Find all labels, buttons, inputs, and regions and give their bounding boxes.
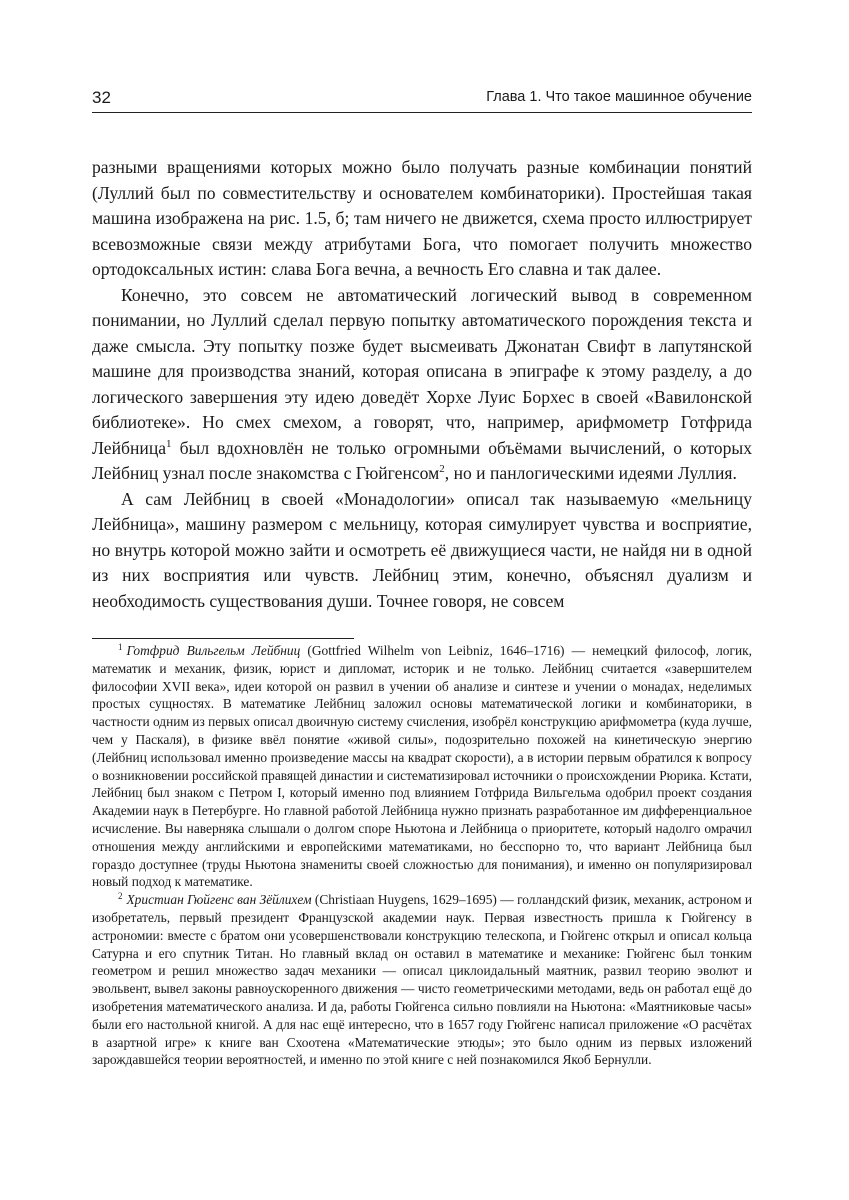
footnote (92, 891, 752, 1069)
footnote-person-name: Готфрид Вильгельм Лейбниц (126, 643, 301, 658)
footnote-ref[interactable]: 1 (166, 437, 172, 450)
footnote-person-name: Христиан Гюйгенс ван Зёйлихем (126, 892, 312, 908)
footnote-text: (Christiaan Huygens, 1629–1695) — голландский физик, механик, астроном и изобретатель, первый президент Французской академии наук. Первая известность пришла к Гюйгенсу в астрономии: вместе с братом они усовершенствовали конструкцию телескопа, и Гюйгенс открыл и описал кольца Сатурна и его спутник Титан. Но главный вклад он оставил в математике и механике: Гюйгенс был тонким геометром и решил множество задач механики — описал циклоидальный маятник, развил теорию эволют и эвольвент, вывел законы равноускоренного движения — чисто геометрическими методами, ведь он работал ещё до изобретения математического анализа. И да, работы Гюйгенса сильно повлияли на Ньютона: «Маятниковые часы» были его настольной книгой. А для нас ещё интересно, что в 1657 году Гюйгенс написал приложение «О расчётах в азартной игре» к книге ван Схоотена «Математические этюды»; это было одним из первых изложений зарождавшейся теории вероятностей, и именно по этой книге с ней познакомился Якоб Бернулли. (92, 892, 752, 1068)
paragraph-text: , но и панлогическими идеями Луллия. (444, 463, 737, 483)
paragraph-text: был вдохновлён не только огромными объёмами вычислений, о которых Лейбниц узнал после знакомства с Гюйгенсом (92, 437, 752, 483)
footnote-number: 1 (118, 641, 123, 652)
paragraph (92, 283, 752, 487)
header-divider (92, 112, 752, 113)
footnotes (92, 642, 752, 1069)
paragraph: разными вращениями которых можно было получать разные комбинации понятий (Луллий был по совместительству и основателем комбинаторики). Простейшая такая машина изображена на рис. 1.5, б; там ничего не движется, схема просто иллюстрирует всевозможные связи между атрибутами Бога, что помогает получить множество ортодоксальных истин: слава Бога вечна, а вечность Его славна и так далее. (92, 157, 752, 279)
chapter-title: Глава 1. Что такое машинное обучение (486, 89, 752, 105)
paragraph-text: Конечно, это совсем не автоматический логический вывод в современном понимании, но Луллий сделал первую попытку автоматического порождения текста и даже смысла. Эту попытку позже будет высмеивать Джонатан Свифт в лапутянской машине для производства знаний, которая описана в эпиграфе к этому разделу, а до логического завершения эту идею доведёт Хорхе Луис Борхес в своей «Вавилонской библиотеке». Но смех смехом, а говорят, что, например, арифмометр Готфрида Лейбница (92, 284, 752, 458)
footnote-number: 2 (118, 890, 123, 901)
paragraph: А сам Лейбниц в своей «Монадологии» описал так называемую «мельницу Лейбница», машину размером с мельницу, которая симулирует чувства и восприятие, но внутрь которой можно зайти и осмотреть её движущиеся части, не найдя ни в одной из них восприятия или чувств. Лейбниц этим, конечно, объяснял дуализм и необходимость существования души. Точнее говоря, не совсем (92, 488, 752, 611)
main-text (92, 155, 752, 614)
footnote-divider (92, 638, 354, 639)
footnote-text: (Gottfried Wilhelm von Leibniz, 1646–1716) — немецкий философ, логик, математик и механик, физик, юрист и дипломат, историк и не только. Лейбниц считается «завершителем философии XVII века», идеи которой он развил в учении об анализе и синтезе и учении о монадах, неделимых простых сущностях. В математике Лейбниц заложил основы математической логики и комбинаторики, в частности одним из первых описал двоичную систему счисления, изобрёл конструкцию арифмометра (куда лучше, чем у Паскаля), в физике ввёл понятие «живой силы», подозрительно похожей на кинетическую энергию (Лейбниц использовал именно произведение массы на квадрат скорости), а в истории первым обратился к вопросу о возникновении российской правящей династии и систематизировал источники о происхождении Рюрика. Кстати, Лейбниц был знаком с Петром I, который именно под влиянием Готфрида Вильгельма одобрил проект создания Академии наук в Петербурге. Но главной работой Лейбница нужно признать разработанное им дифференциальное исчисление. Вы наверняка слышали о долгом споре Ньютона и Лейбница о приоритете, который надолго омрачил отношения между английскими и европейскими математиками, но бесспорно то, что вариант Лейбница был гораздо доступнее (труды Ньютона знамениты своей сложностью для понимания), и именно он популяризировал новый подход к математике. (92, 643, 752, 890)
footnote (92, 642, 752, 891)
running-head (92, 88, 752, 110)
footnote-ref[interactable]: 2 (439, 463, 445, 476)
page-number: 32 (92, 88, 111, 107)
